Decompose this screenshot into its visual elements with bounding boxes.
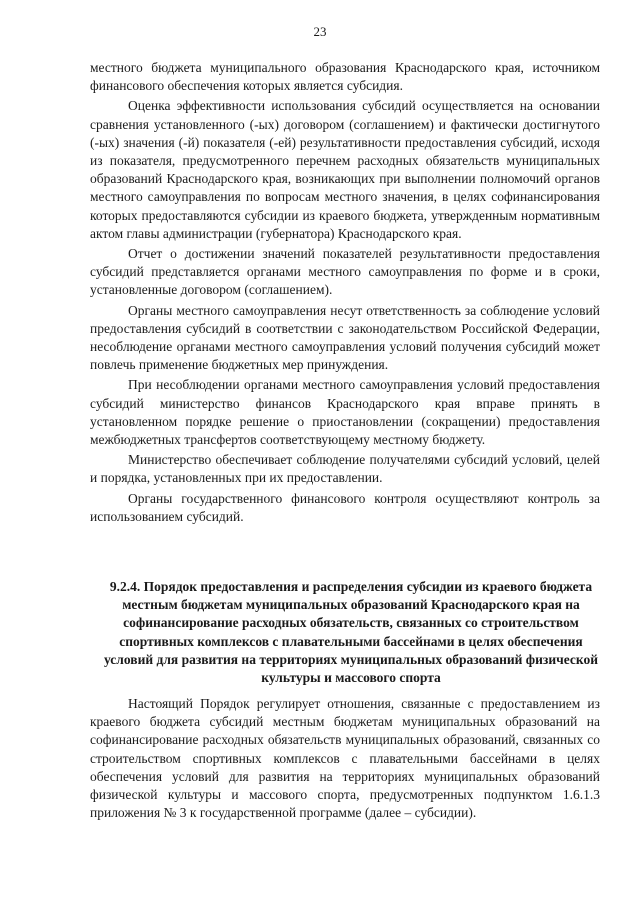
paragraph-efficiency-assessment: Оценка эффективности использования субсидий осуществляется на основании сравнения установленного (-ых) договором (соглашением) и фактически достигнутого (-ых) значения (-й) показателя (-ей) результативности предоставления субсидий, исходя из показателя, предусмотренного перечнем расходных обязательств муниципальных образований Краснодарского края, возникающих при выполнении полномочий органов местного самоуправления по вопросам местного значения, в целях софинансирования которых предоставляются субсидии из краевого бюджета, утвержденным нормативным актом главы администрации (губернатора) Краснодарского края.	[90, 98, 600, 241]
section-heading: 9.2.4. Порядок предоставления и распределения субсидии из краевого бюджета местным бюджетам муниципальных образований Краснодарского края на софинансирование расходных обязательств, связанных со строительством спортивных комплексов с плавательными бассейнами в целях обеспечения условий для развития на территориях муниципальных образований физической культуры и массового спорта	[103, 579, 599, 686]
paragraph-continuation: местного бюджета муниципального образования Краснодарского края, источником финансового обеспечения которых является субсидия.	[90, 60, 600, 94]
paragraph-control: Органы государственного финансового контроля осуществляют контроль за использованием субсидий.	[90, 490, 600, 524]
body-text	[90, 59, 600, 526]
paragraph-responsibility: Органы местного самоуправления несут ответственность за соблюдение условий предоставления субсидий в соответствии с законодательством Российской Федерации, несоблюдение органами местного самоуправления условий получения субсидий может повлечь применение бюджетных мер принуждения.	[90, 302, 600, 373]
paragraph-noncompliance: При несоблюдении органами местного самоуправления условий предоставления субсидий министерство финансов Краснодарского края вправе принять в установленном порядке решение о приостановлении (сокращении) предоставления межбюджетных трансфертов соответствующему местному бюджету.	[90, 377, 600, 448]
paragraph-ministry: Министерство обеспечивает соблюдение получателями субсидий условий, целей и порядка, установленных при их предоставлении.	[90, 452, 600, 486]
paragraph-section-intro: Настоящий Порядок регулирует отношения, связанные с предоставлением из краевого бюджета субсидий местным бюджетам муниципальных образований на софинансирование расходных обязательств муниципальных образований, связанных со строительством спортивных комплексов с плавательными бассейнами в целях обеспечения условий для развития на территориях муниципальных образований физической культуры и массового спорта, предусмотренных подпунктом 1.6.1.3 приложения № 3 к государственной программе (далее – субсидии).	[90, 696, 600, 821]
paragraph-report: Отчет о достижении значений показателей результативности предоставления субсидий представляется органами местного самоуправления по форме и в сроки, установленные договором (соглашением).	[90, 246, 600, 298]
section-body	[90, 695, 600, 822]
page-number: 23	[313, 24, 327, 39]
